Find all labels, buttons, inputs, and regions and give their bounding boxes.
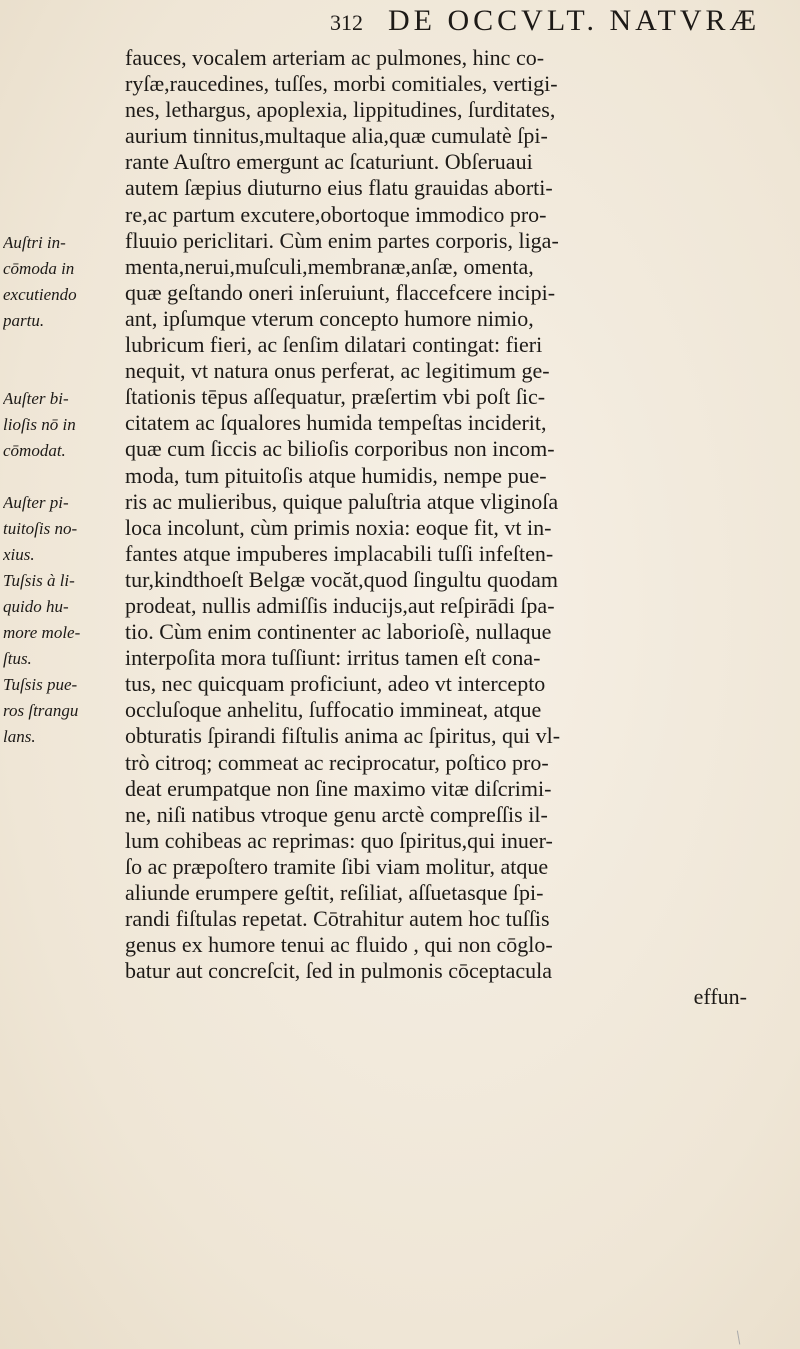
text-line: deat erumpatque non ſine maximo vitæ diſcrimi- [125,775,552,801]
page-header [330,4,790,44]
text-line: loca incolunt, cùm primis noxia: eoque fit, vt in- [125,514,552,540]
margin-note-line: xius. [3,545,35,564]
margin-note-2 [3,386,118,464]
text-line: tur,kindthoeſt Belgæ vocăt,quod ſingultu quodam [125,566,558,592]
margin-note-line: tuitoſis no- [3,519,78,538]
text-line: lum cohibeas ac reprimas: quo ſpiritus,qui inuer- [125,827,553,853]
margin-note-line: Auſtri in- [3,233,66,252]
text-line: rante Auſtro emergunt ac ſcaturiunt. Obſeruaui [125,149,533,175]
margin-note-line: quido hu- [3,597,69,616]
text-line: occluſoque anhelitu, ſuffocatio immineat, atque [125,697,542,723]
text-line: quæ geſtando oneri inſeruiunt, flaccefcere incipi- [125,279,556,305]
text-line: menta,nerui,muſculi,membranæ,anſæ, omenta, [125,253,534,279]
text-line: nes, lethargus, apoplexia, lippitudines, ſurditates, [125,97,556,123]
ink-mark [737,1329,746,1344]
text-line: fluuio periclitari. Cùm enim partes corporis, liga- [125,227,559,253]
text-line: aurium tinnitus,multaque alia,quæ cumulatè ſpi- [125,123,548,149]
margin-note-line: ros ſtrangu [3,701,79,720]
text-line: batur aut concreſcit, ſed in pulmonis cōceptacula [125,958,553,984]
text-line: ſo ac præpoſtero tramite ſibi viam molitur, atque [125,853,549,879]
margin-note-line: more mole- [3,623,81,642]
margin-note-1 [3,230,118,334]
margin-note-line: Auſter pi- [3,493,69,512]
text-line: quæ cum ſiccis ac bilioſis corporibus non incom- [125,436,555,462]
text-line: ryſæ,raucedines, tuſſes, morbi comitiales, vertigi- [125,71,558,97]
margin-note-line: Tuſsis pue- [3,675,78,694]
text-line: tio. Cùm enim continenter ac laborioſè, nullaque [125,619,552,645]
text-line: prodeat, nullis admiſſis inducijs,aut reſpirādi ſpa- [125,592,555,618]
text-line: interpoſita mora tuſſiunt: irritus tamen eſt cona- [125,645,541,671]
margin-note-line: cōmodat. [3,441,66,460]
text-line: fantes atque impuberes implacabili tuſſi infeſten- [125,540,554,566]
margin-note-line: ſtus. [3,649,32,668]
text-line: randi fiſtulas repetat. Cōtrahitur autem hoc tuſſis [125,906,550,932]
margin-note-line: cōmoda in [3,259,75,278]
text-line: trò citroq; commeat ac reciprocatur, poſtico pro- [125,749,549,775]
text-line: tus, nec quicquam proficiunt, adeo vt intercepto [125,671,546,697]
text-line: re,ac partum excutere,obortoque immodico pro- [125,201,547,227]
text-line: citatem ac ſqualores humida tempeſtas inciderit, [125,410,547,436]
margin-note-4 [3,568,118,672]
margin-note-line: lans. [3,727,36,746]
margin-note-line: Auſter bi- [3,389,69,408]
text-line: ris ac mulieribus, quique paluſtria atque vliginoſa [125,488,559,514]
catchword: effun- [693,984,747,1010]
margin-note-line: partu. [3,311,45,330]
margin-note-line: Tuſsis à li- [3,571,75,590]
text-line: fauces, vocalem arteriam ac pulmones, hinc co- [125,45,545,70]
margin-note-3 [3,490,118,568]
text-line: ſtationis tēpus aſſequatur, præſertim vbi poſt ſic- [125,384,546,410]
text-line: nequit, vt natura onus perferat, ac legitimum ge- [125,358,550,384]
text-line: lubricum fieri, ac ſenſim dilatari contingat: fieri [125,332,543,358]
margin-note-line: excutiendo [3,285,77,304]
margin-note-5 [3,672,118,750]
running-head: DE OCCVLT. NATVRÆ [388,4,761,37]
text-line: aliunde erumpere geſtit, reſiliat, aſſuetasque ſpi- [125,880,544,905]
text-line: autem ſæpius diuturno eius flatu grauidas aborti- [125,175,553,201]
text-line: moda, tum pituitoſis atque humidis, nempe pue- [125,462,547,488]
text-line: obturatis ſpirandi fiſtulis anima ac ſpiritus, qui vl- [125,723,561,749]
margin-note-line: lioſis nō in [3,415,76,434]
page-number: 312 [330,10,363,35]
text-line: genus ex humore tenui ac fluido , qui non cōglo- [125,932,553,958]
text-line: ant, ipſumque vterum concepto humore nimio, [125,305,534,331]
body-text [125,45,795,1010]
text-line: ne, niſi natibus vtroque genu arctè compreſſis il- [125,801,548,827]
